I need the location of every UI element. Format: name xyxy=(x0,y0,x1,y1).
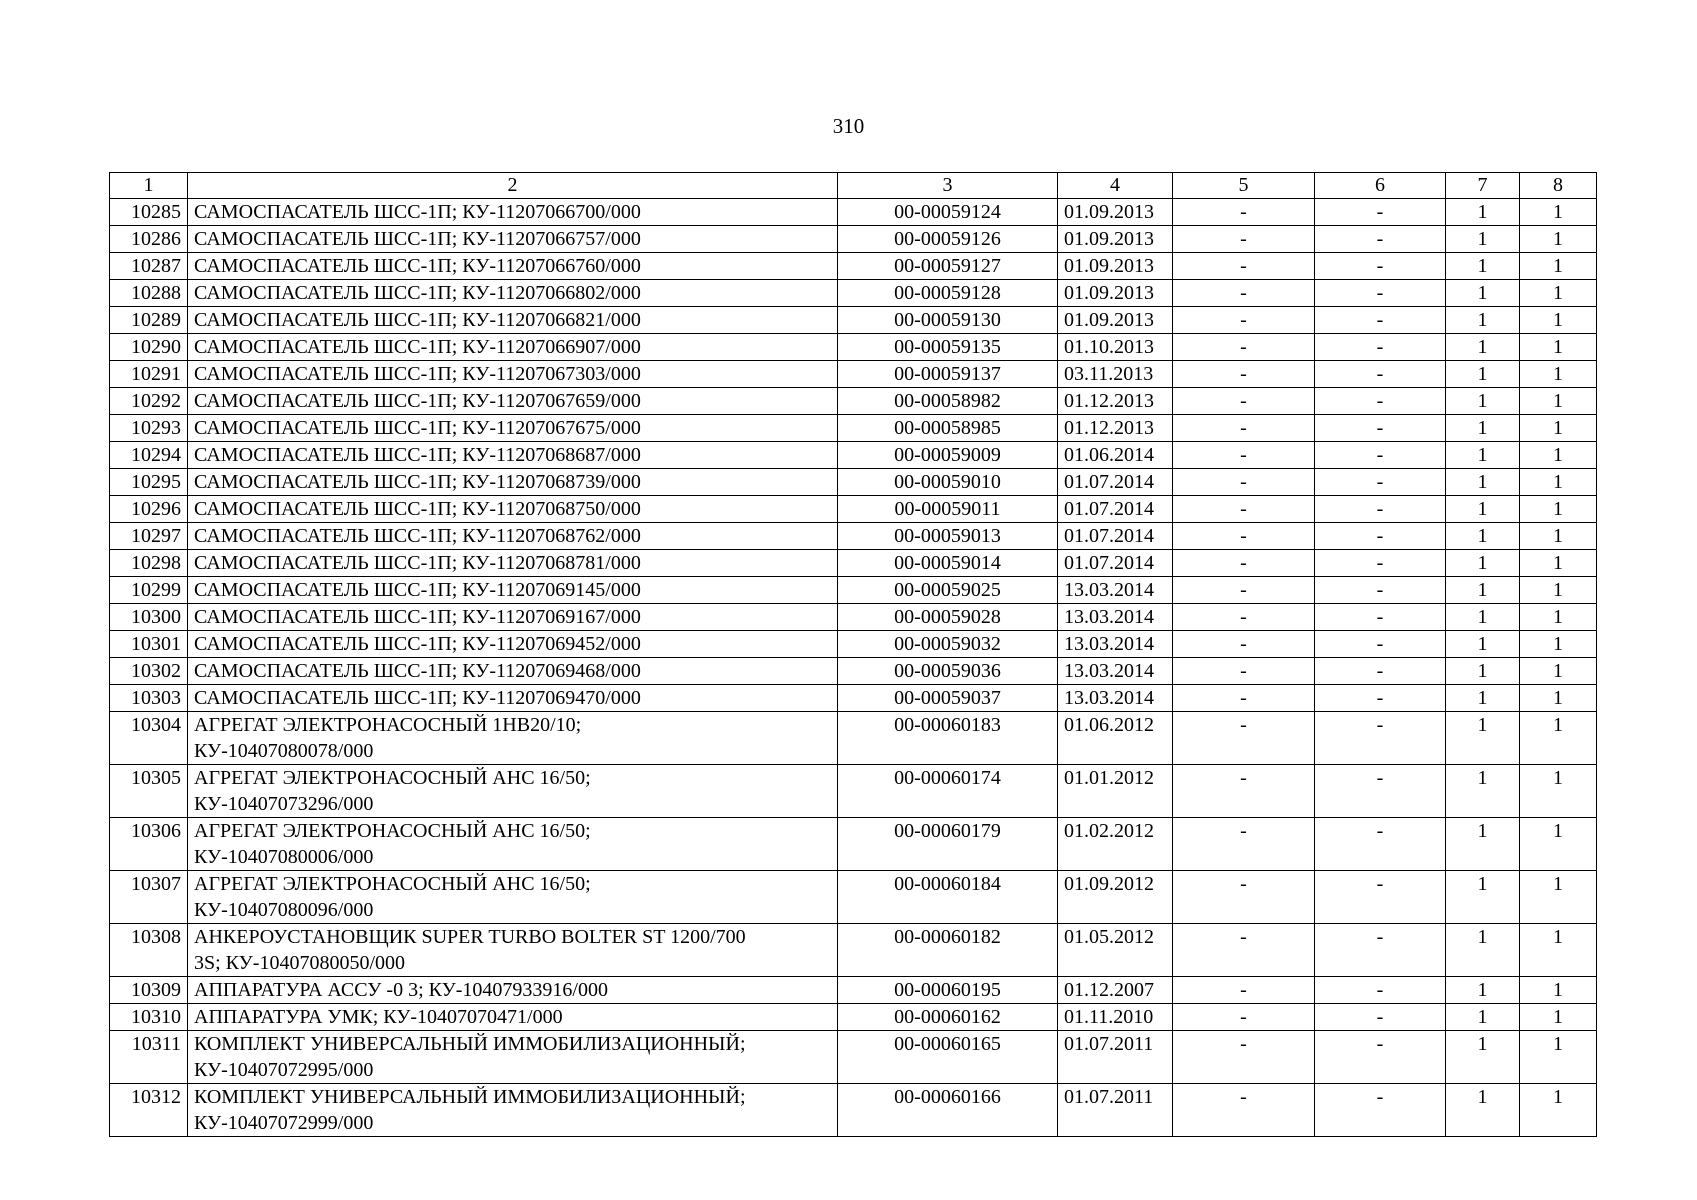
row-number: 10286 xyxy=(110,226,188,253)
column-7-cell: 1 xyxy=(1446,1004,1520,1031)
item-name: САМОСПАСАТЕЛЬ ШСС-1П; КУ-11207069145/000 xyxy=(188,577,838,604)
column-8-cell: 1 xyxy=(1520,226,1597,253)
column-6-cell: - xyxy=(1315,550,1446,577)
column-5-cell: - xyxy=(1173,871,1315,924)
column-7-cell: 1 xyxy=(1446,469,1520,496)
row-number: 10302 xyxy=(110,658,188,685)
table-row xyxy=(110,765,1597,818)
item-name: АГРЕГАТ ЭЛЕКТРОНАСОСНЫЙ АНС 16/50; КУ-10407080096/000 xyxy=(188,871,838,924)
column-header-3: 3 xyxy=(838,173,1058,199)
column-5-cell: - xyxy=(1173,712,1315,765)
column-5-cell: - xyxy=(1173,361,1315,388)
table-row xyxy=(110,226,1597,253)
column-5-cell: - xyxy=(1173,442,1315,469)
row-number: 10297 xyxy=(110,523,188,550)
inventory-code: 00-00059137 xyxy=(838,361,1058,388)
inventory-table xyxy=(109,172,1597,1137)
inventory-code: 00-00060184 xyxy=(838,871,1058,924)
table-row xyxy=(110,307,1597,334)
date-cell: 01.09.2013 xyxy=(1058,280,1173,307)
table-row xyxy=(110,280,1597,307)
column-5-cell: - xyxy=(1173,280,1315,307)
row-number: 10291 xyxy=(110,361,188,388)
column-7-cell: 1 xyxy=(1446,523,1520,550)
column-6-cell: - xyxy=(1315,685,1446,712)
row-number: 10306 xyxy=(110,818,188,871)
item-name: САМОСПАСАТЕЛЬ ШСС-1П; КУ-11207066821/000 xyxy=(188,307,838,334)
inventory-code: 00-00059009 xyxy=(838,442,1058,469)
column-7-cell: 1 xyxy=(1446,415,1520,442)
item-name: АППАРАТУРА УМК; КУ-10407070471/000 xyxy=(188,1004,838,1031)
column-6-cell: - xyxy=(1315,415,1446,442)
item-name: САМОСПАСАТЕЛЬ ШСС-1П; КУ-11207067675/000 xyxy=(188,415,838,442)
table-row xyxy=(110,1031,1597,1084)
column-6-cell: - xyxy=(1315,523,1446,550)
row-number: 10303 xyxy=(110,685,188,712)
table-row xyxy=(110,469,1597,496)
column-6-cell: - xyxy=(1315,1084,1446,1137)
row-number: 10301 xyxy=(110,631,188,658)
inventory-code: 00-00060183 xyxy=(838,712,1058,765)
inventory-code: 00-00059126 xyxy=(838,226,1058,253)
column-5-cell: - xyxy=(1173,1084,1315,1137)
column-8-cell: 1 xyxy=(1520,307,1597,334)
column-8-cell: 1 xyxy=(1520,1084,1597,1137)
table-row xyxy=(110,1004,1597,1031)
item-name: САМОСПАСАТЕЛЬ ШСС-1П; КУ-11207069452/000 xyxy=(188,631,838,658)
column-8-cell: 1 xyxy=(1520,577,1597,604)
column-8-cell: 1 xyxy=(1520,523,1597,550)
date-cell: 01.07.2014 xyxy=(1058,550,1173,577)
inventory-code: 00-00059128 xyxy=(838,280,1058,307)
table-body xyxy=(110,199,1597,1137)
column-5-cell: - xyxy=(1173,388,1315,415)
row-number: 10285 xyxy=(110,199,188,226)
item-name: АГРЕГАТ ЭЛЕКТРОНАСОСНЫЙ АНС 16/50; КУ-10407080006/000 xyxy=(188,818,838,871)
item-name: КОМПЛЕКТ УНИВЕРСАЛЬНЫЙ ИММОБИЛИЗАЦИОННЫЙ; КУ-10407072999/000 xyxy=(188,1084,838,1137)
inventory-code: 00-00059127 xyxy=(838,253,1058,280)
column-6-cell: - xyxy=(1315,765,1446,818)
inventory-code: 00-00059014 xyxy=(838,550,1058,577)
inventory-code: 00-00059010 xyxy=(838,469,1058,496)
column-5-cell: - xyxy=(1173,415,1315,442)
column-header-5: 5 xyxy=(1173,173,1315,199)
column-5-cell: - xyxy=(1173,253,1315,280)
column-8-cell: 1 xyxy=(1520,442,1597,469)
row-number: 10305 xyxy=(110,765,188,818)
column-6-cell: - xyxy=(1315,604,1446,631)
table-row xyxy=(110,577,1597,604)
inventory-code: 00-00059025 xyxy=(838,577,1058,604)
item-name: АНКЕРОУСТАНОВЩИК SUPER TURBO BOLTER ST 1200/700 3S; КУ-10407080050/000 xyxy=(188,924,838,977)
table-row xyxy=(110,442,1597,469)
column-5-cell: - xyxy=(1173,765,1315,818)
row-number: 10308 xyxy=(110,924,188,977)
column-5-cell: - xyxy=(1173,685,1315,712)
inventory-code: 00-00058985 xyxy=(838,415,1058,442)
column-7-cell: 1 xyxy=(1446,253,1520,280)
column-6-cell: - xyxy=(1315,818,1446,871)
item-name: САМОСПАСАТЕЛЬ ШСС-1П; КУ-11207069167/000 xyxy=(188,604,838,631)
inventory-code: 00-00060182 xyxy=(838,924,1058,977)
column-7-cell: 1 xyxy=(1446,226,1520,253)
column-5-cell: - xyxy=(1173,818,1315,871)
date-cell: 01.07.2011 xyxy=(1058,1031,1173,1084)
column-header-1: 1 xyxy=(110,173,188,199)
date-cell: 13.03.2014 xyxy=(1058,604,1173,631)
item-name: САМОСПАСАТЕЛЬ ШСС-1П; КУ-11207067659/000 xyxy=(188,388,838,415)
column-5-cell: - xyxy=(1173,604,1315,631)
column-7-cell: 1 xyxy=(1446,550,1520,577)
column-7-cell: 1 xyxy=(1446,631,1520,658)
inventory-code: 00-00060174 xyxy=(838,765,1058,818)
date-cell: 01.09.2013 xyxy=(1058,307,1173,334)
column-8-cell: 1 xyxy=(1520,631,1597,658)
item-name: САМОСПАСАТЕЛЬ ШСС-1П; КУ-11207068739/000 xyxy=(188,469,838,496)
row-number: 10294 xyxy=(110,442,188,469)
column-6-cell: - xyxy=(1315,496,1446,523)
row-number: 10293 xyxy=(110,415,188,442)
row-number: 10311 xyxy=(110,1031,188,1084)
column-8-cell: 1 xyxy=(1520,924,1597,977)
inventory-code: 00-00059011 xyxy=(838,496,1058,523)
item-name: САМОСПАСАТЕЛЬ ШСС-1П; КУ-11207069470/000 xyxy=(188,685,838,712)
inventory-code: 00-00060179 xyxy=(838,818,1058,871)
date-cell: 01.09.2013 xyxy=(1058,226,1173,253)
date-cell: 01.01.2012 xyxy=(1058,765,1173,818)
inventory-code: 00-00059032 xyxy=(838,631,1058,658)
table-row xyxy=(110,924,1597,977)
column-6-cell: - xyxy=(1315,1031,1446,1084)
table-row xyxy=(110,1084,1597,1137)
column-6-cell: - xyxy=(1315,334,1446,361)
column-7-cell: 1 xyxy=(1446,496,1520,523)
column-6-cell: - xyxy=(1315,469,1446,496)
inventory-code: 00-00060166 xyxy=(838,1084,1058,1137)
table-row xyxy=(110,388,1597,415)
column-7-cell: 1 xyxy=(1446,977,1520,1004)
column-7-cell: 1 xyxy=(1446,765,1520,818)
row-number: 10310 xyxy=(110,1004,188,1031)
date-cell: 13.03.2014 xyxy=(1058,658,1173,685)
column-6-cell: - xyxy=(1315,361,1446,388)
row-number: 10312 xyxy=(110,1084,188,1137)
column-8-cell: 1 xyxy=(1520,604,1597,631)
column-5-cell: - xyxy=(1173,334,1315,361)
row-number: 10290 xyxy=(110,334,188,361)
table-row xyxy=(110,496,1597,523)
table-row xyxy=(110,550,1597,577)
date-cell: 13.03.2014 xyxy=(1058,685,1173,712)
column-7-cell: 1 xyxy=(1446,712,1520,765)
column-5-cell: - xyxy=(1173,550,1315,577)
item-name: АГРЕГАТ ЭЛЕКТРОНАСОСНЫЙ АНС 16/50; КУ-10407073296/000 xyxy=(188,765,838,818)
item-name: САМОСПАСАТЕЛЬ ШСС-1П; КУ-11207066700/000 xyxy=(188,199,838,226)
column-8-cell: 1 xyxy=(1520,469,1597,496)
table-row xyxy=(110,818,1597,871)
table-row xyxy=(110,334,1597,361)
date-cell: 01.09.2012 xyxy=(1058,871,1173,924)
column-6-cell: - xyxy=(1315,631,1446,658)
date-cell: 01.12.2013 xyxy=(1058,388,1173,415)
column-8-cell: 1 xyxy=(1520,253,1597,280)
column-8-cell: 1 xyxy=(1520,361,1597,388)
inventory-code: 00-00060195 xyxy=(838,977,1058,1004)
row-number: 10307 xyxy=(110,871,188,924)
table-row xyxy=(110,415,1597,442)
column-7-cell: 1 xyxy=(1446,388,1520,415)
column-6-cell: - xyxy=(1315,226,1446,253)
column-8-cell: 1 xyxy=(1520,712,1597,765)
date-cell: 01.07.2014 xyxy=(1058,523,1173,550)
column-5-cell: - xyxy=(1173,1031,1315,1084)
date-cell: 01.07.2014 xyxy=(1058,496,1173,523)
column-8-cell: 1 xyxy=(1520,280,1597,307)
date-cell: 01.12.2007 xyxy=(1058,977,1173,1004)
date-cell: 01.09.2013 xyxy=(1058,199,1173,226)
column-5-cell: - xyxy=(1173,496,1315,523)
page-number: 310 xyxy=(832,114,865,138)
column-header-6: 6 xyxy=(1315,173,1446,199)
column-5-cell: - xyxy=(1173,631,1315,658)
column-8-cell: 1 xyxy=(1520,685,1597,712)
column-7-cell: 1 xyxy=(1446,361,1520,388)
inventory-code: 00-00059037 xyxy=(838,685,1058,712)
column-6-cell: - xyxy=(1315,977,1446,1004)
column-header-4: 4 xyxy=(1058,173,1173,199)
table-row xyxy=(110,199,1597,226)
column-header-8: 8 xyxy=(1520,173,1597,199)
column-5-cell: - xyxy=(1173,199,1315,226)
column-8-cell: 1 xyxy=(1520,765,1597,818)
column-5-cell: - xyxy=(1173,977,1315,1004)
item-name: АГРЕГАТ ЭЛЕКТРОНАСОСНЫЙ 1НВ20/10; КУ-10407080078/000 xyxy=(188,712,838,765)
table-row xyxy=(110,658,1597,685)
column-8-cell: 1 xyxy=(1520,388,1597,415)
date-cell: 01.06.2012 xyxy=(1058,712,1173,765)
inventory-code: 00-00058982 xyxy=(838,388,1058,415)
column-6-cell: - xyxy=(1315,199,1446,226)
column-8-cell: 1 xyxy=(1520,199,1597,226)
table-row xyxy=(110,253,1597,280)
date-cell: 01.11.2010 xyxy=(1058,1004,1173,1031)
inventory-code: 00-00059036 xyxy=(838,658,1058,685)
column-7-cell: 1 xyxy=(1446,199,1520,226)
column-6-cell: - xyxy=(1315,871,1446,924)
column-8-cell: 1 xyxy=(1520,1004,1597,1031)
row-number: 10304 xyxy=(110,712,188,765)
column-5-cell: - xyxy=(1173,226,1315,253)
table-row xyxy=(110,604,1597,631)
column-7-cell: 1 xyxy=(1446,307,1520,334)
inventory-code: 00-00060165 xyxy=(838,1031,1058,1084)
item-name: САМОСПАСАТЕЛЬ ШСС-1П; КУ-11207066757/000 xyxy=(188,226,838,253)
item-name: САМОСПАСАТЕЛЬ ШСС-1П; КУ-11207066802/000 xyxy=(188,280,838,307)
column-7-cell: 1 xyxy=(1446,924,1520,977)
column-7-cell: 1 xyxy=(1446,334,1520,361)
date-cell: 01.07.2014 xyxy=(1058,469,1173,496)
column-number-header-row xyxy=(110,173,1597,199)
date-cell: 01.12.2013 xyxy=(1058,415,1173,442)
table-row xyxy=(110,361,1597,388)
row-number: 10309 xyxy=(110,977,188,1004)
column-7-cell: 1 xyxy=(1446,818,1520,871)
column-8-cell: 1 xyxy=(1520,871,1597,924)
column-8-cell: 1 xyxy=(1520,658,1597,685)
item-name: САМОСПАСАТЕЛЬ ШСС-1П; КУ-11207068687/000 xyxy=(188,442,838,469)
column-6-cell: - xyxy=(1315,253,1446,280)
column-7-cell: 1 xyxy=(1446,577,1520,604)
column-8-cell: 1 xyxy=(1520,496,1597,523)
column-5-cell: - xyxy=(1173,924,1315,977)
inventory-code: 00-00059130 xyxy=(838,307,1058,334)
table-row xyxy=(110,685,1597,712)
item-name: КОМПЛЕКТ УНИВЕРСАЛЬНЫЙ ИММОБИЛИЗАЦИОННЫЙ; КУ-10407072995/000 xyxy=(188,1031,838,1084)
inventory-code: 00-00059028 xyxy=(838,604,1058,631)
item-name: САМОСПАСАТЕЛЬ ШСС-1П; КУ-11207069468/000 xyxy=(188,658,838,685)
item-name: САМОСПАСАТЕЛЬ ШСС-1П; КУ-11207066760/000 xyxy=(188,253,838,280)
item-name: САМОСПАСАТЕЛЬ ШСС-1П; КУ-11207066907/000 xyxy=(188,334,838,361)
inventory-code: 00-00059135 xyxy=(838,334,1058,361)
item-name: САМОСПАСАТЕЛЬ ШСС-1П; КУ-11207068750/000 xyxy=(188,496,838,523)
table-row xyxy=(110,977,1597,1004)
column-5-cell: - xyxy=(1173,577,1315,604)
column-5-cell: - xyxy=(1173,469,1315,496)
column-8-cell: 1 xyxy=(1520,977,1597,1004)
column-8-cell: 1 xyxy=(1520,550,1597,577)
column-6-cell: - xyxy=(1315,658,1446,685)
row-number: 10289 xyxy=(110,307,188,334)
column-7-cell: 1 xyxy=(1446,604,1520,631)
column-7-cell: 1 xyxy=(1446,1031,1520,1084)
column-6-cell: - xyxy=(1315,388,1446,415)
column-5-cell: - xyxy=(1173,1004,1315,1031)
inventory-code: 00-00060162 xyxy=(838,1004,1058,1031)
row-number: 10296 xyxy=(110,496,188,523)
item-name: САМОСПАСАТЕЛЬ ШСС-1П; КУ-11207067303/000 xyxy=(188,361,838,388)
inventory-code: 00-00059124 xyxy=(838,199,1058,226)
column-8-cell: 1 xyxy=(1520,415,1597,442)
column-7-cell: 1 xyxy=(1446,280,1520,307)
column-6-cell: - xyxy=(1315,924,1446,977)
item-name: САМОСПАСАТЕЛЬ ШСС-1П; КУ-11207068781/000 xyxy=(188,550,838,577)
table-row xyxy=(110,871,1597,924)
column-8-cell: 1 xyxy=(1520,1031,1597,1084)
column-6-cell: - xyxy=(1315,442,1446,469)
column-6-cell: - xyxy=(1315,712,1446,765)
date-cell: 03.11.2013 xyxy=(1058,361,1173,388)
column-header-2: 2 xyxy=(188,173,838,199)
column-7-cell: 1 xyxy=(1446,1084,1520,1137)
column-6-cell: - xyxy=(1315,280,1446,307)
table-row xyxy=(110,523,1597,550)
column-8-cell: 1 xyxy=(1520,334,1597,361)
date-cell: 13.03.2014 xyxy=(1058,577,1173,604)
row-number: 10288 xyxy=(110,280,188,307)
column-6-cell: - xyxy=(1315,1004,1446,1031)
table-row xyxy=(110,631,1597,658)
inventory-code: 00-00059013 xyxy=(838,523,1058,550)
row-number: 10298 xyxy=(110,550,188,577)
column-7-cell: 1 xyxy=(1446,685,1520,712)
column-5-cell: - xyxy=(1173,307,1315,334)
column-6-cell: - xyxy=(1315,307,1446,334)
date-cell: 13.03.2014 xyxy=(1058,631,1173,658)
table-row xyxy=(110,712,1597,765)
date-cell: 01.10.2013 xyxy=(1058,334,1173,361)
row-number: 10299 xyxy=(110,577,188,604)
row-number: 10287 xyxy=(110,253,188,280)
row-number: 10295 xyxy=(110,469,188,496)
column-7-cell: 1 xyxy=(1446,442,1520,469)
column-5-cell: - xyxy=(1173,658,1315,685)
date-cell: 01.02.2012 xyxy=(1058,818,1173,871)
date-cell: 01.06.2014 xyxy=(1058,442,1173,469)
column-6-cell: - xyxy=(1315,577,1446,604)
column-5-cell: - xyxy=(1173,523,1315,550)
column-header-7: 7 xyxy=(1446,173,1520,199)
column-7-cell: 1 xyxy=(1446,658,1520,685)
column-8-cell: 1 xyxy=(1520,818,1597,871)
date-cell: 01.09.2013 xyxy=(1058,253,1173,280)
column-7-cell: 1 xyxy=(1446,871,1520,924)
item-name: АППАРАТУРА АССУ -0 3; КУ-10407933916/000 xyxy=(188,977,838,1004)
date-cell: 01.05.2012 xyxy=(1058,924,1173,977)
row-number: 10300 xyxy=(110,604,188,631)
item-name: САМОСПАСАТЕЛЬ ШСС-1П; КУ-11207068762/000 xyxy=(188,523,838,550)
row-number: 10292 xyxy=(110,388,188,415)
date-cell: 01.07.2011 xyxy=(1058,1084,1173,1137)
